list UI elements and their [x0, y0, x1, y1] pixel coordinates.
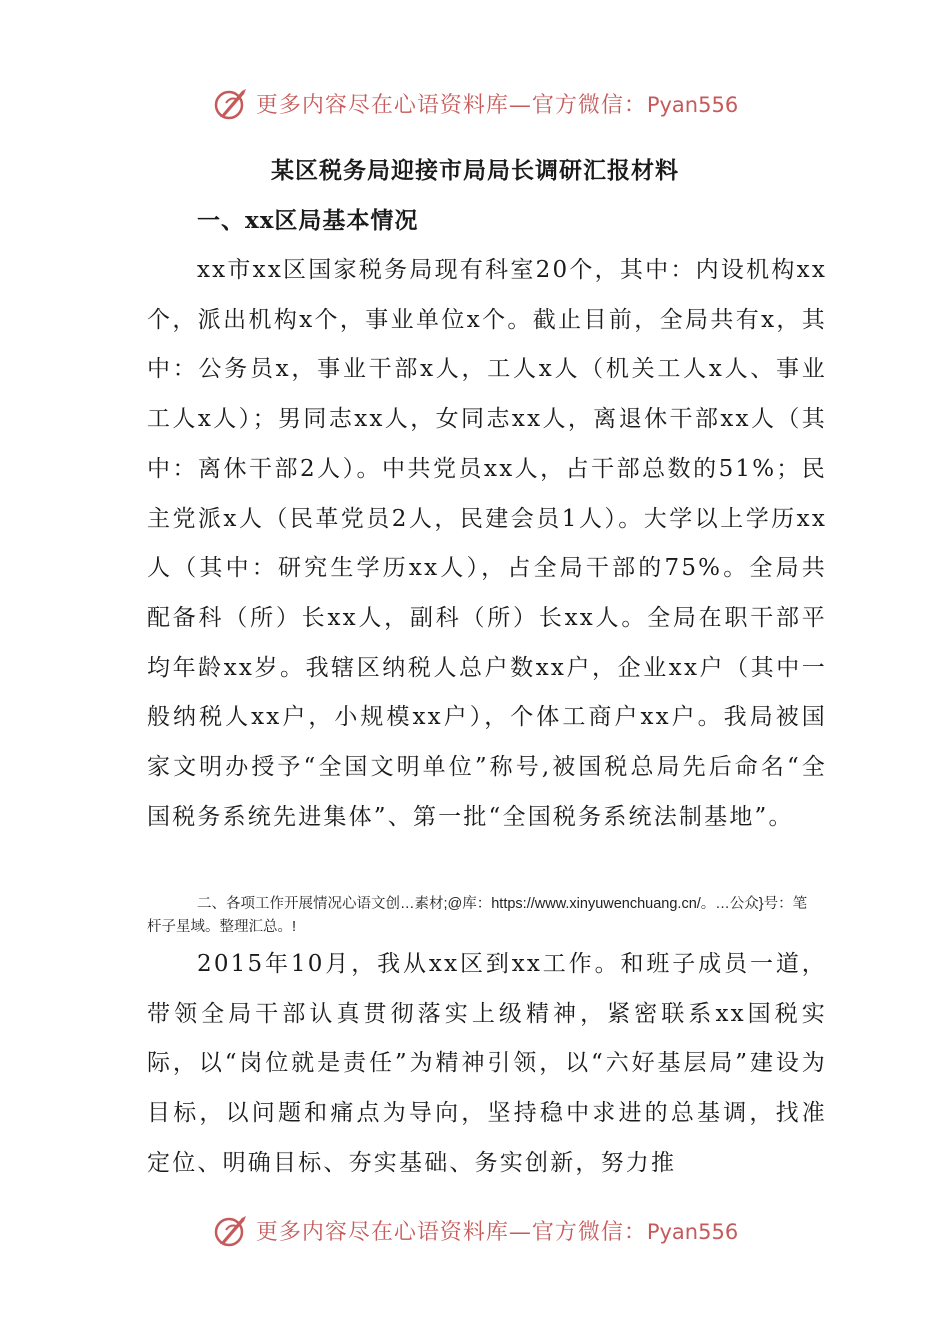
body-paragraph: 2015年10月，我从xx区到xx工作。和班子成员一道，带领全局干部认真贯彻落实上级精神，紧密联系xx国税实际，以“岗位就是责任”为精神引领，以“六好基层局”建设为目标，以问题和痛点为导向，坚持稳中求进的总基调，找准定位、明确目标、夯实基础、务实创新，努力推 [147, 951, 827, 1176]
document-title: 某区税务局迎接市局局长调研汇报材料 [271, 157, 679, 184]
wechat-id: Pyan556 [646, 92, 739, 117]
watermark-text [256, 1215, 738, 1246]
watermark-label: 更多内容尽在心语资料库—官方微信： [255, 1219, 647, 1245]
watermark-label: 更多内容尽在心语资料库—官方微信： [255, 92, 647, 118]
body-paragraph: xx市xx区国家税务局现有科室20个，其中：内设机构xx个，派出机构x个，事业单位x个。截止目前，全局共有x，其中：公务员x，事业干部x人，工人x人（机关工人x人、事业工人x人）；男同志xx人，女同志xx人，离退休干部xx人（其中：离休干部2人）。中共党员xx人，占干部总数的51%；民主党派x人（民革党员2人，民建会员1人）。大学以上学历xx人（其中：研究生学历xx人），占全局干部的75%。全局共配备科（所）长xx人，副科（所）长xx人。全局在职干部平均年龄xx岁。我辖区纳税人总户数xx户，企业xx户（其中一般纳税人xx户，小规模xx户），个体工商户xx户。我局被国家文明办授予“全国文明单位”称号,被国税总局先后命名“全国税务系统先进集体”、第一批“全国税务系统法制基地”。 [147, 257, 827, 830]
wechat-id: Pyan556 [646, 1219, 739, 1244]
section-heading: 一、xx区局基本情况 [197, 207, 419, 234]
section-note: 二、各项工作开展情况心语文创…素材;@库：https://www.xinyuwenchuang.cn/。…公众}号：笔杆子星域。整理汇总。! [147, 896, 808, 935]
quill-pen-logo-icon [212, 1210, 252, 1250]
watermark-text [256, 88, 738, 119]
watermark-header [0, 78, 950, 128]
quill-pen-logo-icon [212, 83, 252, 123]
watermark-footer [0, 1205, 950, 1255]
